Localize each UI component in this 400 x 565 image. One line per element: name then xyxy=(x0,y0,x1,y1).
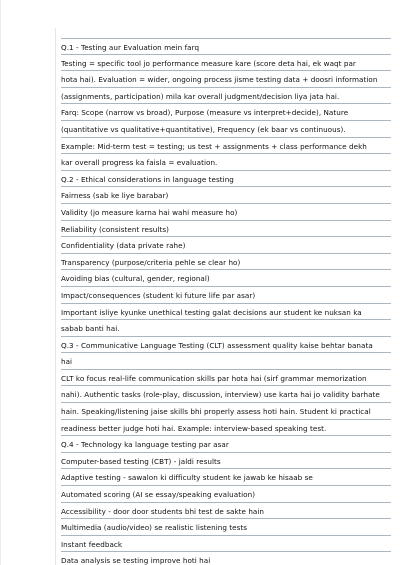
line-text: Confidentiality (data private rahe) xyxy=(61,241,186,251)
line-text: nahi). Authentic tasks (role-play, discussion, interview) use karta hai jo validity barhate xyxy=(61,390,380,400)
line-text: sabab banti hai. xyxy=(61,324,120,334)
note-line xyxy=(61,519,391,536)
note-line xyxy=(61,38,391,55)
note-line xyxy=(61,55,391,72)
note-line xyxy=(61,536,391,553)
line-text: hai xyxy=(61,357,73,367)
line-text: Example: Mid-term test = testing; us test + assignments + class performance dekh xyxy=(61,141,367,151)
note-line xyxy=(61,320,391,337)
line-text: Testing = specific tool jo performance measure kare (score deta hai, ek waqt par xyxy=(61,58,356,68)
note-line xyxy=(61,370,391,387)
note-line xyxy=(61,403,391,420)
line-text: Reliability (consistent results) xyxy=(61,224,169,234)
note-line xyxy=(61,138,391,155)
line-text: readiness better judge hoti hai. Example: interview-based speaking test. xyxy=(61,423,327,433)
note-line xyxy=(61,304,391,321)
note-line xyxy=(61,88,391,105)
note-line xyxy=(61,453,391,470)
note-line xyxy=(61,420,391,437)
page-top-margin xyxy=(1,0,400,28)
line-text: (quantitative vs qualitative+quantitative), Frequency (ek baar vs continuous). xyxy=(61,124,346,134)
line-text: Automated scoring (AI se essay/speaking evaluation) xyxy=(61,490,256,500)
line-text: CLT ko focus real-life communication skills par hota hai (sirf grammar memorization xyxy=(61,373,367,383)
line-text: hota hai). Evaluation = wider, ongoing process jisme testing data + doosri information xyxy=(61,75,378,85)
line-text: Avoiding bias (cultural, gender, regional) xyxy=(61,274,210,284)
note-line xyxy=(61,552,391,565)
margin-line xyxy=(55,28,56,565)
line-text: Accessibility - door door students bhi test de sakte hain xyxy=(61,506,265,516)
line-text: Q.1 - Testing aur Evaluation mein farq xyxy=(61,43,200,52)
note-line xyxy=(61,503,391,520)
line-text: Q.2 - Ethical considerations in language testing xyxy=(61,174,234,184)
line-text: Multimedia (audio/video) se realistic listening tests xyxy=(61,523,248,533)
note-line xyxy=(61,187,391,204)
note-line xyxy=(61,104,391,121)
line-text: Transparency (purpose/criteria pehle se clear ho) xyxy=(61,257,241,267)
line-text: hain. Speaking/listening jaise skills bhi properly assess hoti hain. Student ki practical xyxy=(61,407,371,417)
note-line xyxy=(61,386,391,403)
note-line xyxy=(61,121,391,138)
line-text: kar overall progress ka faisla = evaluation. xyxy=(61,158,218,168)
note-line xyxy=(61,71,391,88)
note-line xyxy=(61,486,391,503)
note-line xyxy=(61,287,391,304)
line-text: (assignments, participation) mila kar overall judgment/decision liya jata hai. xyxy=(61,91,340,101)
line-text: Q.4 - Technology ka language testing par asar xyxy=(61,440,229,450)
line-text: Data analysis se testing improve hoti hai xyxy=(61,556,211,565)
line-text: Q.3 - Communicative Language Testing (CLT) assessment quality kaise behtar banata xyxy=(61,340,373,350)
note-line xyxy=(61,237,391,254)
note-line xyxy=(61,154,391,171)
line-text: Computer-based testing (CBT) - jaldi results xyxy=(61,456,221,466)
line-text: Impact/consequences (student ki future life par asar) xyxy=(61,290,256,300)
note-line xyxy=(61,436,391,453)
note-line xyxy=(61,221,391,238)
line-text: Adaptive testing - sawalon ki difficulty student ke jawab ke hisaab se xyxy=(61,473,313,483)
note-line xyxy=(61,353,391,370)
note-line xyxy=(61,337,391,354)
line-text: Fairness (sab ke liye barabar) xyxy=(61,191,169,201)
note-line xyxy=(61,270,391,287)
note-line xyxy=(61,171,391,188)
handwritten-notes xyxy=(61,38,391,565)
note-line xyxy=(61,254,391,271)
note-line xyxy=(61,469,391,486)
note-line xyxy=(61,204,391,221)
line-text: Farq: Scope (narrow vs broad), Purpose (measure vs interpret+decide), Nature xyxy=(61,108,349,118)
line-text: Important isliye kyunke unethical testing galat decisions aur student ke nuksan ka xyxy=(61,307,362,317)
line-text: Instant feedback xyxy=(61,539,123,549)
line-text: Validity (jo measure karna hai wahi measure ho) xyxy=(61,207,238,217)
